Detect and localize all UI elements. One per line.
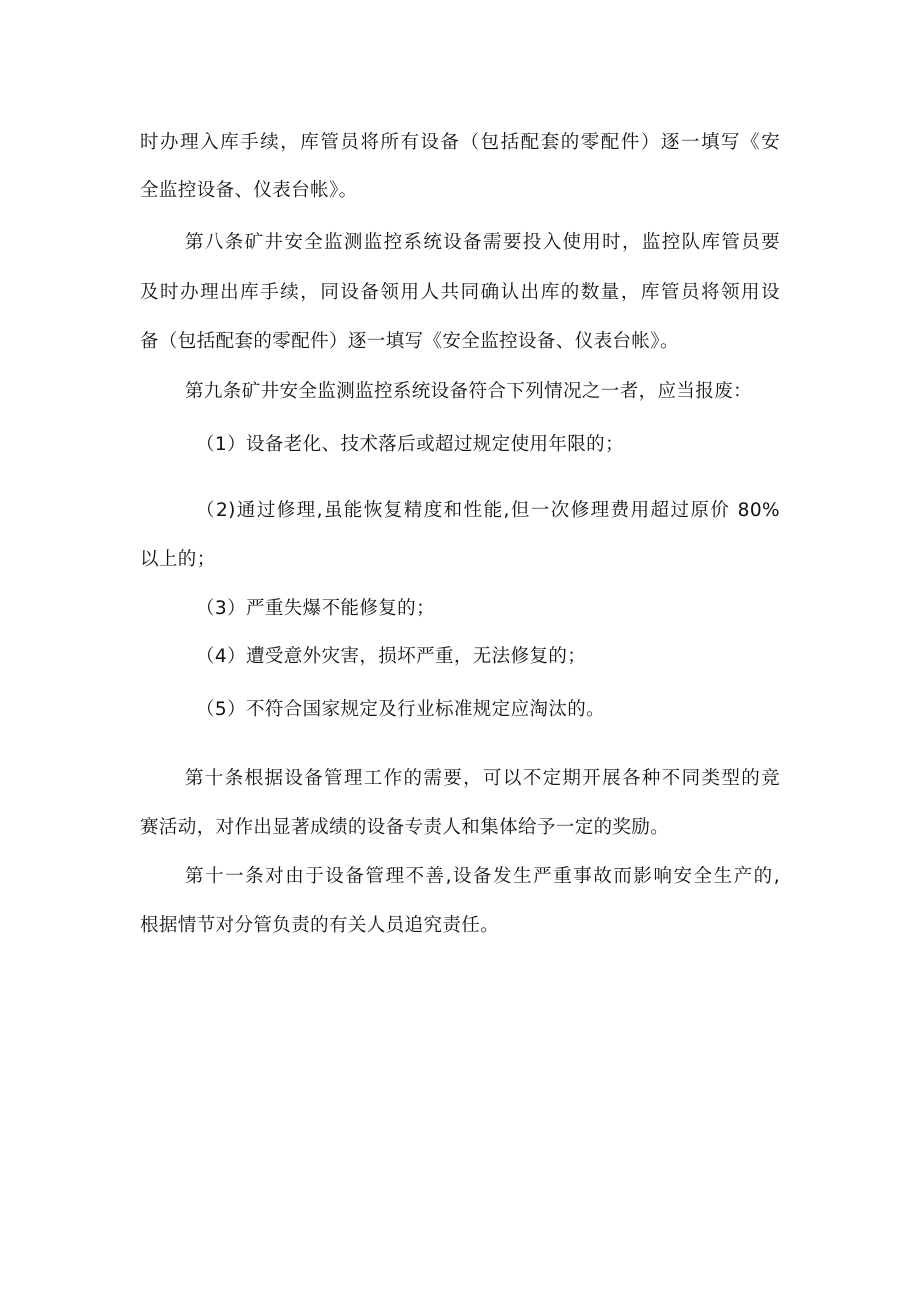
list-item: （4）遭受意外灾害，损坏严重，无法修复的；: [196, 646, 587, 667]
text-line: 第八条矿井安全监测监控系统设备需要投入使用时，监控队库管员要: [185, 232, 780, 253]
text-line: 以上的；: [140, 549, 216, 570]
text-line: 第九条矿井安全监测监控系统设备符合下列情况之一者，应当报废：: [185, 381, 753, 402]
list-item: （2)通过修理,虽能恢复精度和性能,但一次修理费用超过原价 80%: [196, 500, 780, 521]
text-line: 根据情节对分管负责的有关人员追究责任。: [140, 915, 500, 936]
list-item: （5）不符合国家规定及行业标准规定应淘汰的。: [196, 699, 606, 720]
text-line: 第十一条对由于设备管理不善,设备发生严重事故而影响安全生产的,: [185, 866, 780, 887]
text-line: 备（包括配套的零配件）逐一填写《安全监控设备、仪表台帐》。: [140, 331, 679, 352]
list-item: （3）严重失爆不能修复的；: [196, 598, 435, 619]
text-line: 全监控设备、仪表台帐》。: [140, 180, 358, 201]
list-item: （1）设备老化、技术落后或超过规定使用年限的；: [196, 434, 624, 455]
text-line: 赛活动，对作出显著成绩的设备专责人和集体给予一定的奖励。: [140, 817, 670, 838]
text-line: 第十条根据设备管理工作的需要，可以不定期开展各种不同类型的竞: [185, 768, 780, 789]
text-line: 及时办理出库手续，同设备领用人共同确认出库的数量，库管员将领用设: [140, 282, 780, 303]
text-line: 时办理入库手续，库管员将所有设备（包括配套的零配件）逐一填写《安: [140, 132, 780, 153]
